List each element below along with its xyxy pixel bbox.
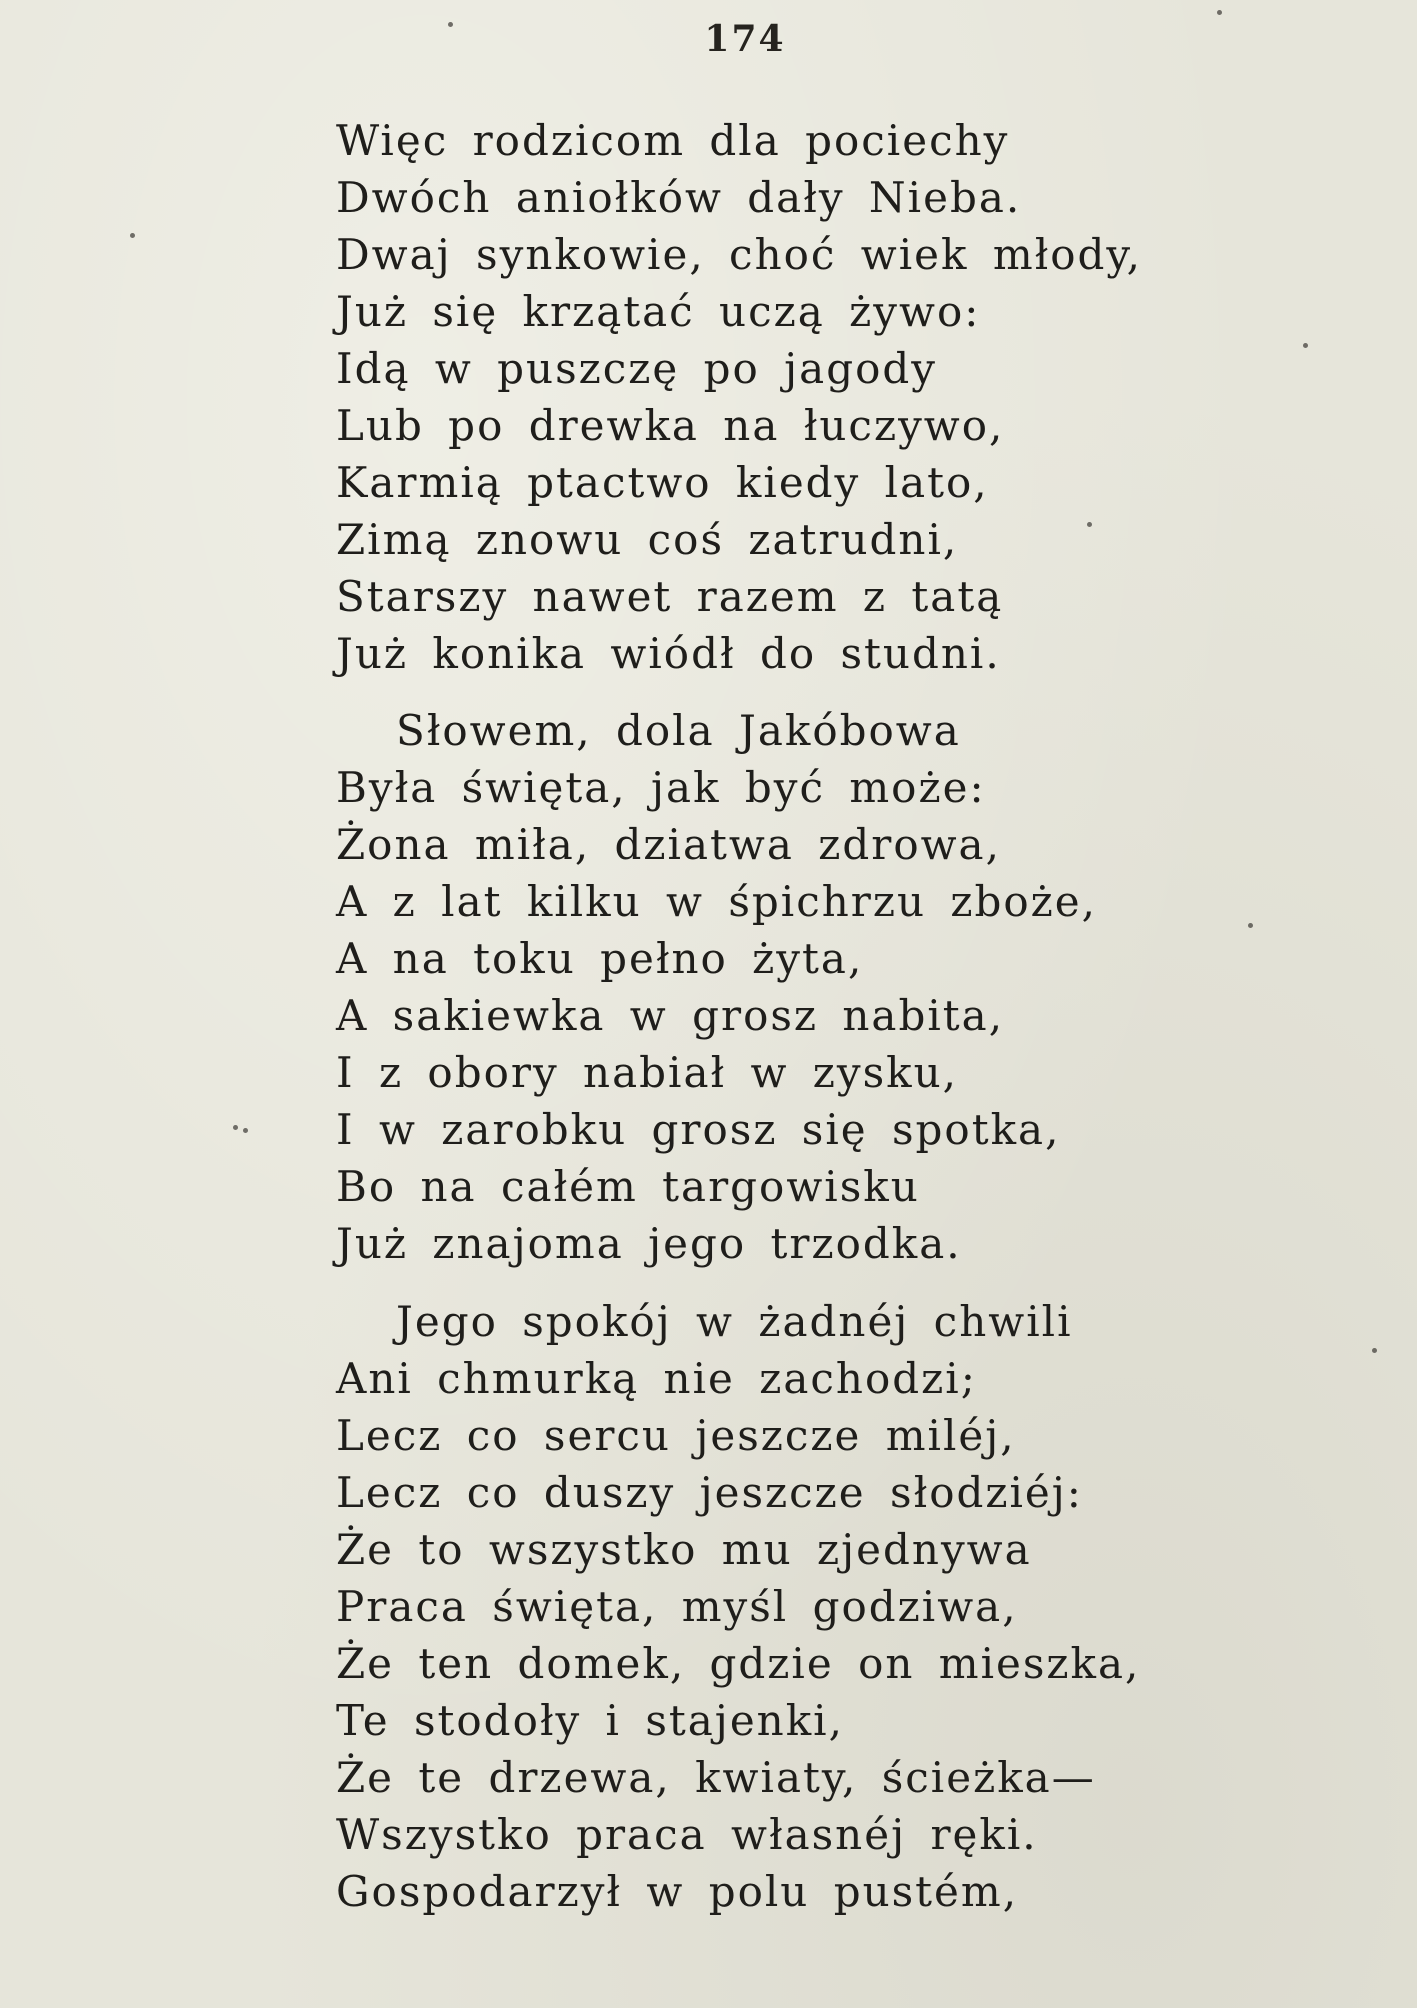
- stanza-1: [336, 112, 1142, 682]
- page-number: 174: [704, 18, 786, 60]
- verse-line: Zimą znowu coś zatrudni,: [336, 515, 959, 564]
- verse-line: Karmią ptactwo kiedy lato,: [336, 458, 989, 507]
- paper-speck: [448, 22, 453, 27]
- verse-line: Żona miła, dziatwa zdrowa,: [336, 820, 1001, 869]
- verse-line: Starszy nawet razem z tatą: [336, 572, 1004, 621]
- stanza-2: [336, 702, 1097, 1272]
- verse-line-indented: Słowem, dola Jakóbowa: [396, 706, 961, 755]
- verse-line: Praca święta, myśl godziwa,: [336, 1582, 1018, 1631]
- verse-line: Już konika wiódł do studni.: [336, 629, 1001, 678]
- verse-line: Bo na całém targowisku: [336, 1162, 920, 1211]
- verse-line: Że te drzewa, kwiaty, ścieżka—: [336, 1753, 1096, 1802]
- verse-line: Wszystko praca własnéj ręki.: [336, 1810, 1038, 1859]
- verse-line: Już się krzątać uczą żywo:: [336, 287, 981, 336]
- verse-line: I w zarobku grosz się spotka,: [336, 1105, 1061, 1154]
- verse-line: Była święta, jak być może:: [336, 763, 986, 812]
- paper-speck: [1248, 923, 1253, 928]
- paper-speck: [1217, 10, 1222, 15]
- verse-line: A sakiewka w grosz nabita,: [336, 991, 1005, 1040]
- verse-line: Więc rodzicom dla pociechy: [336, 116, 1010, 165]
- verse-line: Że to wszystko mu zjednywa: [336, 1525, 1032, 1574]
- paper-speck: [1303, 343, 1308, 348]
- verse-line: Że ten domek, gdzie on mieszka,: [336, 1639, 1141, 1688]
- paper-speck: [1087, 522, 1092, 527]
- paper-speck: [130, 233, 135, 238]
- verse-line: Już znajoma jego trzodka.: [336, 1219, 962, 1268]
- verse-line: I z obory nabiał w zysku,: [336, 1048, 959, 1097]
- verse-line: Lecz co duszy jeszcze słodziéj:: [336, 1468, 1083, 1517]
- paper-speck: [233, 1125, 238, 1130]
- verse-line: Dwaj synkowie, choć wiek młody,: [336, 230, 1142, 279]
- verse-line: Te stodoły i stajenki,: [336, 1696, 844, 1745]
- verse-line: Idą w puszczę po jagody: [336, 344, 938, 393]
- verse-line: Gospodarzył w polu pustém,: [336, 1867, 1019, 1916]
- stanza-3: [336, 1293, 1140, 1920]
- verse-line: Lub po drewka na łuczywo,: [336, 401, 1005, 450]
- verse-line-indented: Jego spokój w żadnéj chwili: [396, 1297, 1073, 1346]
- verse-line: A na toku pełno żyta,: [336, 934, 864, 983]
- paper-speck: [243, 1128, 248, 1133]
- verse-line: A z lat kilku w śpichrzu zboże,: [336, 877, 1098, 926]
- verse-line: Dwóch aniołków dały Nieba.: [336, 173, 1022, 222]
- verse-line: Lecz co sercu jeszcze miléj,: [336, 1411, 1016, 1460]
- paper-speck: [1372, 1348, 1377, 1353]
- verse-line: Ani chmurką nie zachodzi;: [336, 1354, 977, 1403]
